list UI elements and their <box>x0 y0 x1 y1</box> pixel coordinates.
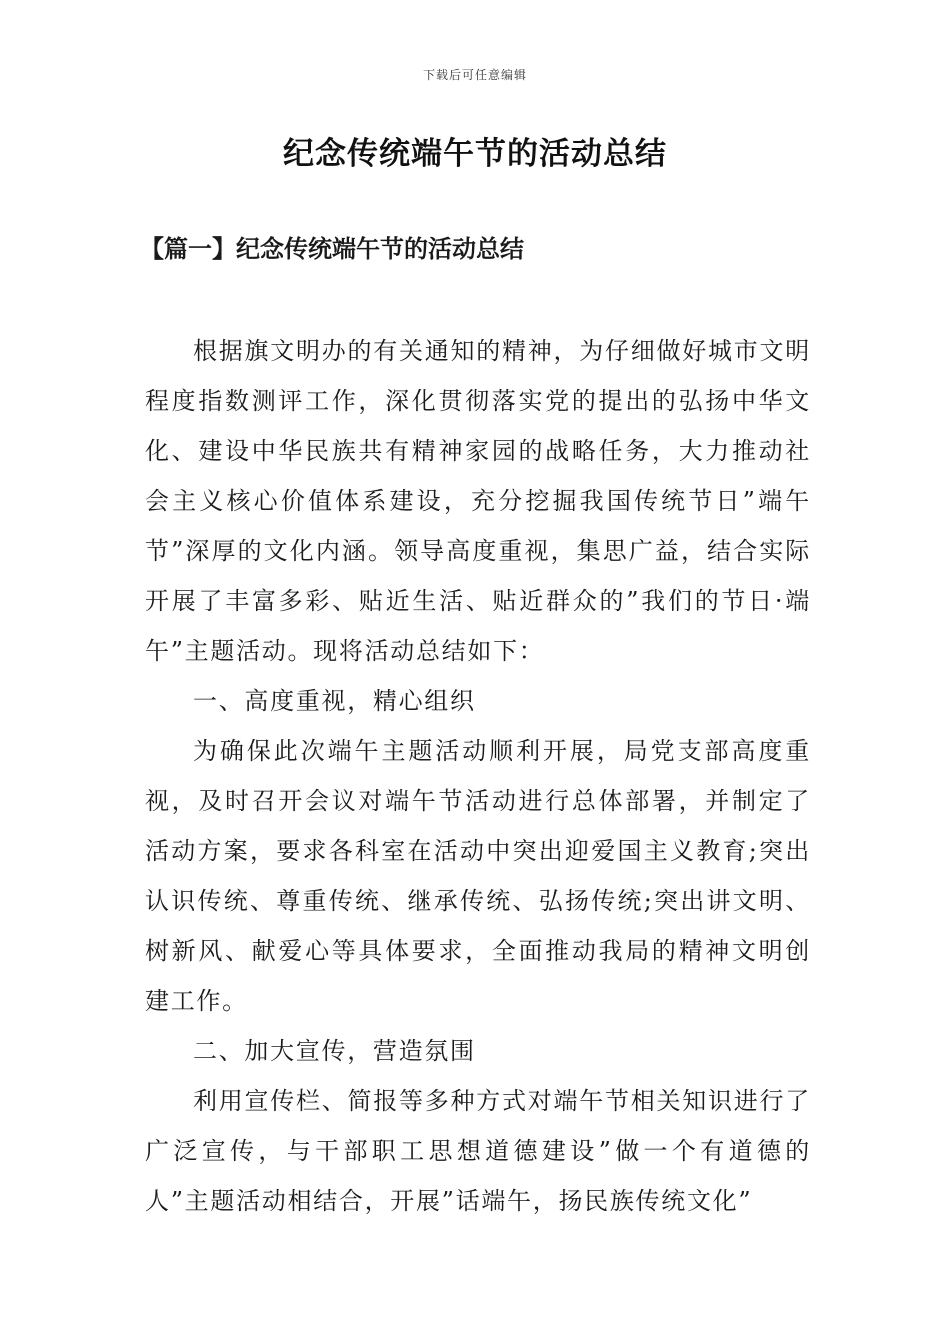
subheading-2: 二、加大宣传，营造氛围 <box>193 1037 476 1065</box>
section-heading: 【篇一】纪念传统端午节的活动总结 <box>140 234 524 263</box>
paragraph-publicity: 利用宣传栏、简报等多种方式对端午节相关知识进行了广泛宣传，与干部职工思想道德建设”做一个有道德的人”主题活动相结合，开展”话端午，扬民族传统文化” <box>145 1087 811 1215</box>
subheading-1: 一、高度重视，精心组织 <box>193 687 476 715</box>
document-title: 纪念传统端午节的活动总结 <box>283 136 667 172</box>
document-body <box>145 326 811 1226</box>
header-note: 下载后可任意编辑 <box>422 68 527 82</box>
paragraph-organization: 为确保此次端午主题活动顺利开展，局党支部高度重视，及时召开会议对端午节活动进行总体部署，并制定了活动方案，要求各科室在活动中突出迎爱国主义教育;突出认识传统、尊重传统、继承传统、弘扬传统;突出讲文明、树新风、献爱心等具体要求，全面推动我局的精神文明创建工作。 <box>145 737 811 1015</box>
paragraph-intro: 根据旗文明办的有关通知的精神，为仔细做好城市文明程度指数测评工作，深化贯彻落实党的提出的弘扬中华文化、建设中华民族共有精神家园的战略任务，大力推动社会主义核心价值体系建设，充分挖掘我国传统节日”端午节”深厚的文化内涵。领导高度重视，集思广益，结合实际开展了丰富多彩、贴近生活、贴近群众的”我们的节日·端午”主题活动。现将活动总结如下： <box>145 337 811 665</box>
